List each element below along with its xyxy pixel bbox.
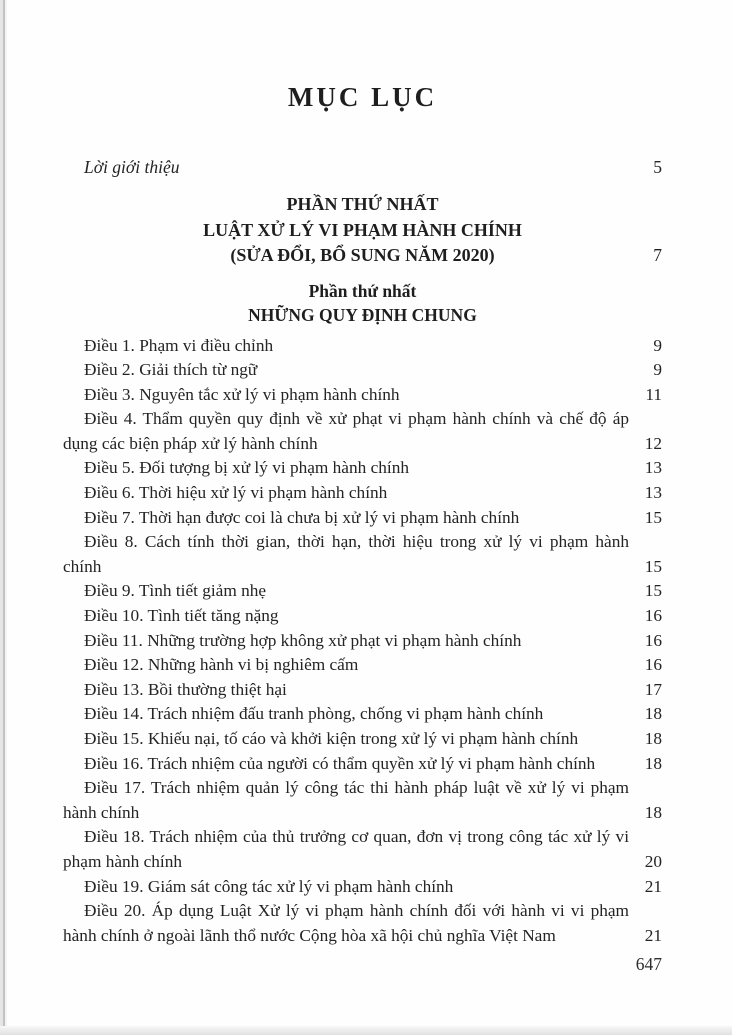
toc-entry-page-number: 21 — [644, 876, 662, 896]
toc-entry-page-number: 9 — [653, 360, 662, 380]
toc-entry-title: Điều 13. Bồi thường thiệt hại — [84, 679, 287, 699]
toc-entry — [63, 407, 662, 456]
part-heading-line1: PHẦN THỨ NHẤT — [286, 194, 439, 214]
toc-entry-title: Điều 5. Đối tượng bị xử lý vi phạm hành chính — [84, 458, 409, 478]
toc-entry-page-number: 16 — [644, 630, 662, 650]
toc-entry-title: Điều 19. Giám sát công tác xử lý vi phạm hành chính — [84, 876, 454, 896]
toc-entry — [63, 334, 662, 359]
toc-entry — [63, 629, 662, 654]
intro-page-number: 5 — [653, 157, 662, 177]
page-title: MỤC LỤC — [287, 82, 438, 112]
toc-entry-page-number: 18 — [644, 753, 662, 773]
toc-entries — [63, 334, 662, 949]
toc-entry-title: Điều 8. Cách tính thời gian, thời hạn, thời hiệu trong xử lý vi phạm hành chính — [63, 532, 629, 576]
toc-entry-title: Điều 3. Nguyên tắc xử lý vi phạm hành chính — [84, 384, 400, 404]
toc-entry — [63, 383, 662, 408]
part-heading-line2: LUẬT XỬ LÝ VI PHẠM HÀNH CHÍNH — [203, 219, 522, 240]
toc-entry — [63, 899, 662, 948]
toc-entry — [63, 530, 662, 579]
toc-entry-title: Điều 4. Thẩm quyền quy định về xử phạt vi phạm hành chính và chế độ áp dụng các biện pháp xử lý hành chính — [63, 409, 629, 453]
toc-entry-title: Điều 20. Áp dụng Luật Xử lý vi phạm hành chính đối với hành vi vi phạm hành chính ở ngoài lãnh thổ nước Cộng hòa xã hội chủ nghĩa Việt Nam — [63, 901, 629, 945]
toc-entry-page-number: 15 — [644, 581, 662, 601]
page-left-edge-shadow — [0, 0, 7, 1035]
part-one-heading — [63, 192, 662, 269]
part-heading-line3: (SỬA ĐỔI, BỔ SUNG NĂM 2020) — [230, 245, 495, 265]
toc-entry-page-number: 18 — [644, 704, 662, 724]
toc-entry-page-number: 11 — [645, 384, 662, 404]
toc-intro-row — [63, 155, 662, 180]
table-of-contents — [63, 0, 662, 975]
intro-label: Lời giới thiệu — [84, 157, 180, 177]
toc-entry-page-number: 16 — [644, 606, 662, 626]
chapter-heading-line1: Phần thứ nhất — [308, 280, 417, 301]
chapter-heading — [63, 279, 662, 327]
toc-entry-title: Điều 15. Khiếu nại, tố cáo và khởi kiện trong xử lý vi phạm hành chính — [84, 729, 579, 748]
toc-entry-page-number: 9 — [653, 335, 662, 355]
toc-entry — [63, 678, 662, 703]
toc-entry — [63, 604, 662, 629]
toc-entry-title: Điều 1. Phạm vi điều chỉnh — [84, 335, 274, 355]
toc-entry-page-number: 17 — [644, 679, 662, 699]
toc-entry-page-number: 13 — [644, 458, 662, 478]
book-page-number: 647 — [635, 954, 662, 975]
toc-entry-title: Điều 18. Trách nhiệm của thủ trưởng cơ quan, đơn vị trong công tác xử lý vi phạm hành chính — [63, 827, 629, 871]
toc-entry — [63, 506, 662, 531]
toc-entry-title: Điều 7. Thời hạn được coi là chưa bị xử lý vi phạm hành chính — [84, 507, 520, 527]
toc-entry-page-number: 20 — [644, 851, 662, 871]
toc-entry-page-number: 13 — [644, 483, 662, 503]
part-heading-page-number: 7 — [653, 245, 662, 265]
page-bottom-edge-shadow — [0, 1026, 732, 1035]
toc-entry-title: Điều 16. Trách nhiệm của người có thẩm quyền xử lý vi phạm hành chính — [84, 753, 596, 773]
toc-entry — [63, 776, 662, 825]
toc-entry-title: Điều 2. Giải thích từ ngữ — [84, 360, 258, 380]
toc-entry-page-number: 16 — [644, 655, 662, 675]
toc-entry — [63, 875, 662, 900]
toc-entry — [63, 702, 662, 727]
toc-entry — [63, 653, 662, 678]
toc-entry — [63, 579, 662, 604]
toc-entry-page-number: 21 — [644, 925, 662, 945]
toc-entry-title: Điều 10. Tình tiết tăng nặng — [84, 606, 279, 626]
part-heading-line3-row — [63, 243, 662, 269]
toc-entry — [63, 456, 662, 481]
toc-entry — [63, 727, 662, 752]
toc-entry-title: Điều 12. Những hành vi bị nghiêm cấm — [84, 655, 359, 675]
toc-entry-page-number: 15 — [644, 556, 662, 576]
toc-entry — [63, 358, 662, 383]
toc-entry — [63, 825, 662, 874]
toc-entry-title: Điều 14. Trách nhiệm đấu tranh phòng, chống vi phạm hành chính — [84, 704, 544, 724]
toc-entry — [63, 752, 662, 777]
toc-entry-title: Điều 9. Tình tiết giảm nhẹ — [84, 581, 267, 601]
toc-entry-page-number: 18 — [644, 729, 662, 748]
toc-entry — [63, 481, 662, 506]
toc-entry-page-number: 15 — [644, 507, 662, 527]
toc-entry-title: Điều 6. Thời hiệu xử lý vi phạm hành chính — [84, 483, 388, 503]
toc-entry-page-number: 18 — [644, 802, 662, 822]
toc-entry-title: Điều 17. Trách nhiệm quản lý công tác thi hành pháp luật về xử lý vi phạm hành chính — [63, 778, 629, 822]
toc-entry-page-number: 12 — [644, 433, 662, 453]
toc-entry-title: Điều 11. Những trường hợp không xử phạt vi phạm hành chính — [84, 630, 522, 650]
chapter-heading-line2: NHỮNG QUY ĐỊNH CHUNG — [248, 304, 477, 325]
